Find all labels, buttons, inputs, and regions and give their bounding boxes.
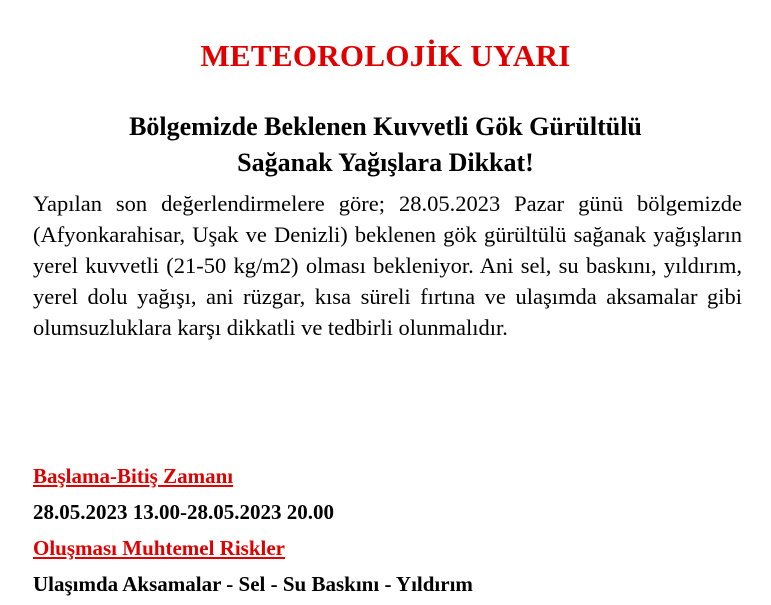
warning-body-paragraph: Yapılan son değerlendirmelere göre; 28.05.2023 Pazar günü bölgemizde (Afyonkarahisar, Uşak ve Denizli) beklenen gök gürültülü sağanak yağışların yerel kuvvetli (21-50 kg/m2) olması bekleniyor. Ani sel, su baskını, yıldırım, yerel dolu yağışı, ani rüzgar, kısa süreli fırtına ve ulaşımda aksamalar gibi olumsuzluklara karşı dikkatli ve tedbirli olunmalıdır. (33, 191, 742, 340)
start-end-time-heading: Başlama-Bitiş Zamanı (33, 464, 234, 488)
subtitle-line-1: Bölgemizde Beklenen Kuvvetli Gök Gürültülü (129, 112, 642, 141)
subtitle-line-2: Sağanak Yağışlara Dikkat! (237, 148, 534, 177)
possible-risks-heading: Oluşması Muhtemel Riskler (33, 536, 285, 560)
possible-risks-value: Ulaşımda Aksamalar - Sel - Su Baskını - Yıldırım (33, 572, 473, 596)
warning-subtitle (40, 109, 731, 181)
page-title: METEOROLOJİK UYARI (200, 38, 571, 73)
start-end-time-value: 28.05.2023 13.00-28.05.2023 20.00 (33, 500, 334, 524)
